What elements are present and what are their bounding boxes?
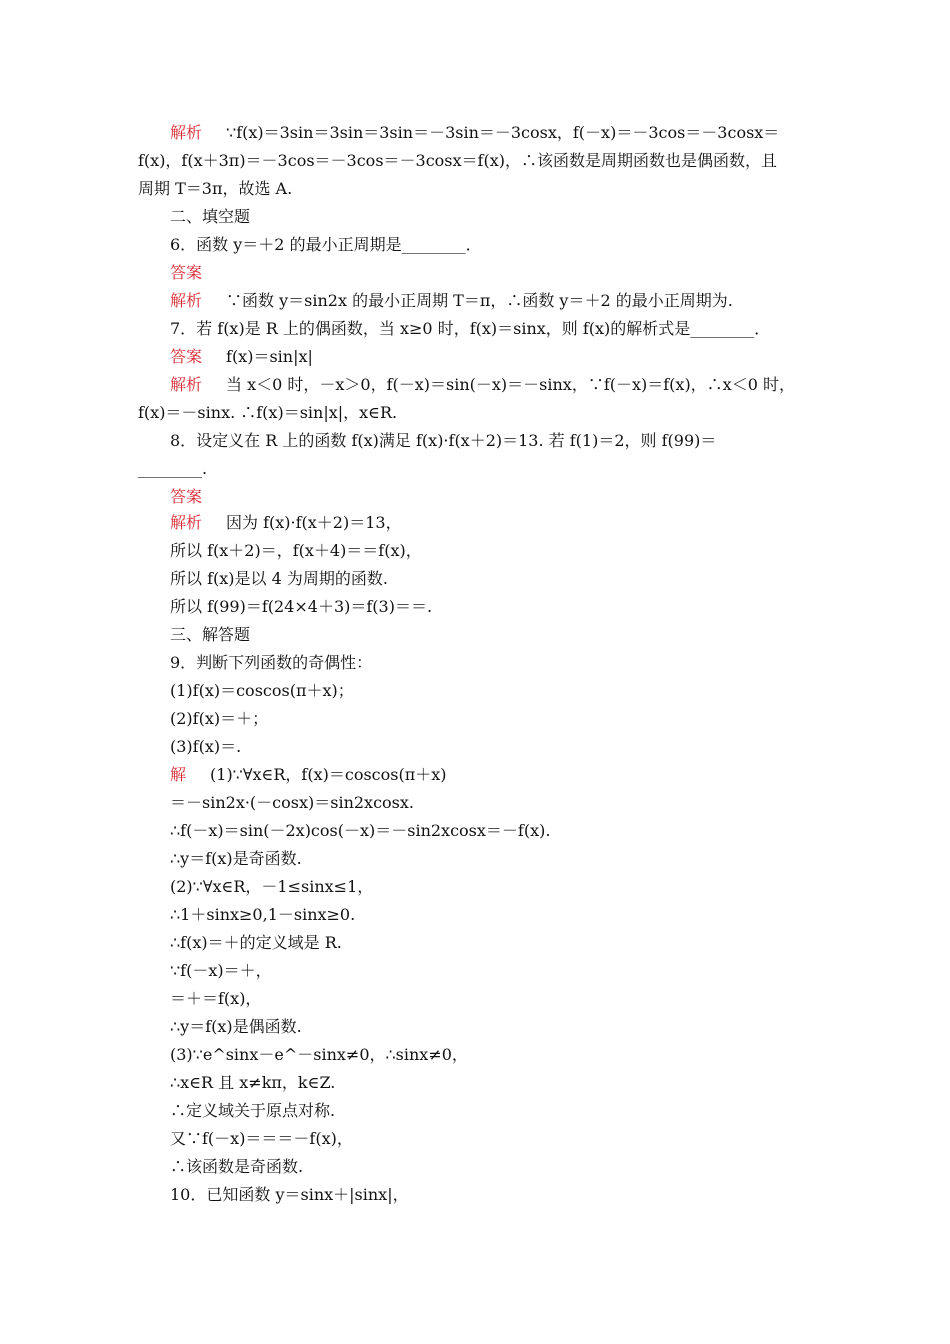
line-text: ∴f(－x)＝sin(－2x)cos(－x)＝－sin2xcosx＝－f(x). bbox=[170, 821, 551, 840]
line-text: ∴1＋sinx≥0,1－sinx≥0. bbox=[170, 905, 356, 924]
label-answer: 答案 bbox=[170, 347, 203, 366]
line-text: ∴x∈R 且 x≠kπ，k∈Z. bbox=[170, 1073, 336, 1092]
line-text: 因为 f(x)·f(x＋2)＝13， bbox=[226, 513, 402, 532]
analysis-6 bbox=[170, 291, 733, 311]
section-heading: 三、解答题 bbox=[170, 625, 251, 644]
line-text: ∴该函数是奇函数. bbox=[170, 1157, 304, 1176]
line-text: ∵f(－x)＝＋， bbox=[170, 961, 272, 980]
line-analysis-5 bbox=[170, 123, 779, 143]
label-analysis: 解析 bbox=[170, 513, 203, 532]
question-6: 6．函数 y＝＋2 的最小正周期是________． bbox=[170, 235, 482, 254]
question-9: 9．判断下列函数的奇偶性： bbox=[170, 653, 373, 672]
line-text: f(x)，f(x＋3π)＝－3cos＝－3cos＝－3cosx＝f(x)，∴该函数是周期函数也是偶函数，且 bbox=[138, 151, 777, 170]
label-answer: 答案 bbox=[170, 487, 203, 506]
answer-6 bbox=[170, 263, 202, 283]
line-text: ∵f(x)＝3sin＝3sin＝3sin＝－3sin＝－3cosx，f(－x)＝－3cos＝－3cosx＝ bbox=[226, 123, 780, 142]
line-text: 又∵f(－x)＝＝＝－f(x)， bbox=[170, 1129, 353, 1148]
line-text: (2)∵∀x∈R，－1≤sinx≤1， bbox=[170, 877, 374, 896]
line-text: (3)∵e^sinx－e^－sinx≠0，∴sinx≠0， bbox=[170, 1045, 468, 1064]
question-10: 10．已知函数 y＝sinx＋|sinx|， bbox=[170, 1185, 409, 1204]
line-text: (1)f(x)＝coscos(π＋x)； bbox=[170, 681, 354, 700]
question-8: 8．设定义在 R 上的函数 f(x)满足 f(x)·f(x＋2)＝13. 若 f(1)＝2，则 f(99)＝ bbox=[170, 431, 717, 450]
label-solution: 解 bbox=[170, 765, 187, 784]
solution-9 bbox=[170, 765, 447, 785]
section-heading: 二、填空题 bbox=[170, 207, 251, 226]
analysis-8 bbox=[170, 513, 402, 533]
question-7: 7．若 f(x)是 R 上的偶函数，当 x≥0 时，f(x)＝sinx，则 f(x)的解析式是________． bbox=[170, 319, 771, 338]
answer-8 bbox=[170, 487, 202, 507]
label-analysis: 解析 bbox=[170, 375, 203, 394]
line-text: (2)f(x)＝＋； bbox=[170, 709, 269, 728]
answer-7 bbox=[170, 347, 313, 367]
line-text: ________. bbox=[138, 459, 208, 478]
line-text: ＝－sin2x·(－cosx)＝sin2xcosx. bbox=[170, 793, 414, 812]
line-text: f(x)＝sin|x| bbox=[226, 347, 313, 366]
line-text: ∴定义域关于原点对称. bbox=[170, 1101, 336, 1120]
line-text: (1)∵∀x∈R，f(x)＝coscos(π＋x) bbox=[210, 765, 447, 784]
line-text: ∴f(x)＝＋的定义域是 R. bbox=[170, 933, 342, 952]
line-text: 所以 f(x＋2)＝，f(x＋4)＝＝f(x)， bbox=[170, 541, 422, 560]
line-text: 所以 f(x)是以 4 为周期的函数. bbox=[170, 569, 388, 588]
label-answer: 答案 bbox=[170, 263, 203, 282]
line-text: 当 x＜0 时，－x＞0，f(－x)＝sin(－x)＝－sinx，∵f(－x)＝f(x)，∴x＜0 时， bbox=[226, 375, 795, 394]
label-analysis: 解析 bbox=[170, 291, 203, 310]
line-text: 周期 T＝3π，故选 A. bbox=[138, 179, 293, 198]
line-text: ∴y＝f(x)是奇函数. bbox=[170, 849, 302, 868]
line-text: ∵函数 y＝sin2x 的最小正周期 T＝π，∴函数 y＝＋2 的最小正周期为. bbox=[226, 291, 733, 310]
label-analysis: 解析 bbox=[170, 123, 203, 142]
line-text: 所以 f(99)＝f(24×4＋3)＝f(3)＝＝. bbox=[170, 597, 433, 616]
line-text: f(x)＝－sinx. ∴f(x)＝sin|x|，x∈R. bbox=[138, 403, 398, 422]
line-text: ∴y＝f(x)是偶函数. bbox=[170, 1017, 302, 1036]
analysis-7 bbox=[170, 375, 795, 395]
line-text: (3)f(x)＝. bbox=[170, 737, 242, 756]
line-text: ＝＋＝f(x)， bbox=[170, 989, 262, 1008]
